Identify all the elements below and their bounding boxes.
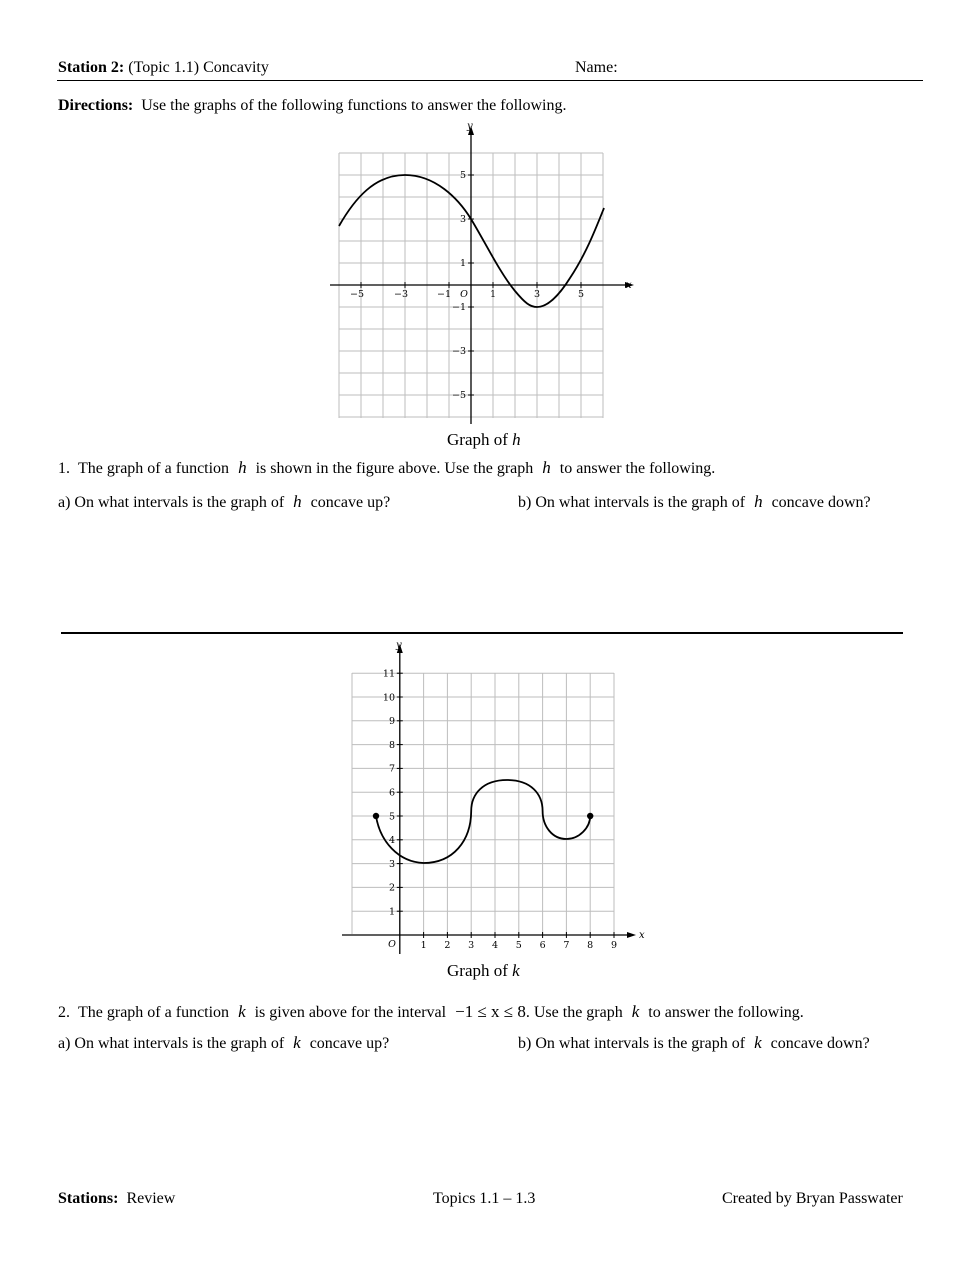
y-tick-label: 1 [459, 258, 466, 269]
y-axis-name: y [467, 121, 473, 132]
caption-var: h [512, 430, 521, 449]
q1-number: 1. [58, 460, 70, 477]
y-tick-label: 3 [388, 858, 395, 870]
y-tick-label: 5 [459, 170, 466, 181]
x-tick-label: 5 [515, 940, 522, 951]
x-tick-label: −1 [436, 289, 452, 300]
endpoint-right-dot [587, 813, 593, 819]
question-2 [58, 1002, 804, 1022]
x-tick-label: 1 [489, 289, 497, 300]
graph-k [338, 636, 658, 956]
x-tick-label: 1 [420, 940, 427, 951]
directions-text: Use the graphs of the following functions to answer the following. [141, 97, 567, 114]
y-tick-label: 3 [459, 214, 466, 225]
y-tick-label: −5 [451, 390, 466, 401]
q2-part-b-suffix: concave down? [770, 1035, 870, 1052]
y-tick-label: 7 [388, 763, 395, 775]
graph-h [320, 118, 640, 430]
origin-label: O [460, 289, 468, 300]
y-tick-label: 10 [382, 692, 395, 704]
q2-part-b-prefix: b) On what intervals is the graph of [518, 1035, 746, 1052]
question-1 [58, 458, 715, 478]
y-tick-label: 11 [382, 668, 395, 680]
q1-part-a [58, 492, 390, 512]
footer-left-value: Review [126, 1190, 176, 1207]
q1-var: h [754, 492, 763, 511]
q2-var: k [238, 1002, 246, 1021]
x-axis-name: x [639, 930, 645, 941]
x-tick-label: 4 [491, 940, 499, 951]
q1-text-c: to answer the following. [559, 460, 716, 477]
q1-var: h [293, 492, 302, 511]
q1-text-b: is shown in the figure above. Use the graph [255, 460, 534, 477]
q2-text-b: is given above for the interval [254, 1004, 447, 1021]
y-tick-label: 8 [388, 739, 395, 751]
x-axis-name: x [626, 280, 632, 291]
endpoint-left-dot [373, 813, 379, 819]
section-divider [61, 632, 903, 634]
x-tick-label: 9 [610, 940, 618, 951]
y-tick-label: 9 [388, 716, 395, 728]
station-topic: (Topic 1.1) Concavity [128, 59, 269, 76]
q2-part-a-suffix: concave up? [309, 1035, 390, 1052]
q1-part-a-prefix: a) On what intervals is the graph of [58, 494, 285, 511]
q1-var: h [542, 458, 551, 477]
y-tick-label: 5 [388, 811, 395, 823]
station-title [58, 59, 269, 77]
x-tick-label: −5 [349, 289, 365, 300]
x-tick-label: −3 [393, 289, 409, 300]
y-tick-label: 2 [388, 882, 395, 894]
q2-var: k [754, 1033, 762, 1052]
directions [58, 97, 567, 115]
directions-label: Directions: [58, 97, 134, 114]
q2-part-a-prefix: a) On what intervals is the graph of [58, 1035, 285, 1052]
caption-var: k [512, 961, 520, 980]
y-tick-label: 4 [388, 835, 395, 847]
graph-k-caption [447, 961, 520, 981]
q2-interval: −1 ≤ x ≤ 8 [455, 1002, 526, 1021]
x-tick-label: 2 [444, 940, 451, 951]
y-tick-label: 1 [388, 906, 395, 918]
x-tick-label: 3 [468, 940, 475, 951]
x-tick-label: 6 [539, 940, 546, 951]
y-axis-name: y [396, 640, 402, 651]
q2-text-d: to answer the following. [648, 1004, 804, 1021]
x-tick-label: 8 [587, 940, 594, 951]
q2-number: 2. [58, 1004, 70, 1021]
x-tick-label: 5 [577, 289, 585, 300]
q1-part-a-suffix: concave up? [310, 494, 391, 511]
y-tick-label: 6 [388, 787, 395, 799]
graph-h-caption [447, 430, 521, 450]
origin-label: O [388, 939, 396, 950]
y-tick-label: −3 [451, 346, 466, 357]
q1-var: h [238, 458, 247, 477]
station-label: Station 2: [58, 59, 125, 76]
q2-var: k [631, 1002, 640, 1021]
q2-text-a: The graph of a function [78, 1004, 230, 1021]
name-label: Name: [575, 59, 618, 76]
q2-part-a [58, 1033, 389, 1053]
q2-part-b [518, 1033, 870, 1053]
header-rule [57, 80, 923, 81]
q2-text-c: . Use the graph [525, 1004, 623, 1021]
x-axis-arrow-icon [627, 932, 636, 938]
footer-left-label: Stations: [58, 1190, 119, 1207]
caption-prefix: Graph of [447, 430, 508, 449]
caption-prefix: Graph of [447, 961, 508, 980]
x-tick-label: 7 [563, 940, 570, 951]
q1-part-b-suffix: concave down? [771, 494, 871, 511]
footer-left [58, 1190, 175, 1208]
footer-right: Created by Bryan Passwater [722, 1190, 903, 1207]
q1-text-a: The graph of a function [78, 460, 230, 477]
q2-var: k [293, 1033, 301, 1052]
q1-part-b-prefix: b) On what intervals is the graph of [518, 494, 746, 511]
y-tick-label: −1 [451, 302, 466, 313]
footer-center: Topics 1.1 – 1.3 [433, 1190, 536, 1207]
x-tick-label: 3 [533, 289, 541, 300]
q1-part-b [518, 492, 871, 512]
